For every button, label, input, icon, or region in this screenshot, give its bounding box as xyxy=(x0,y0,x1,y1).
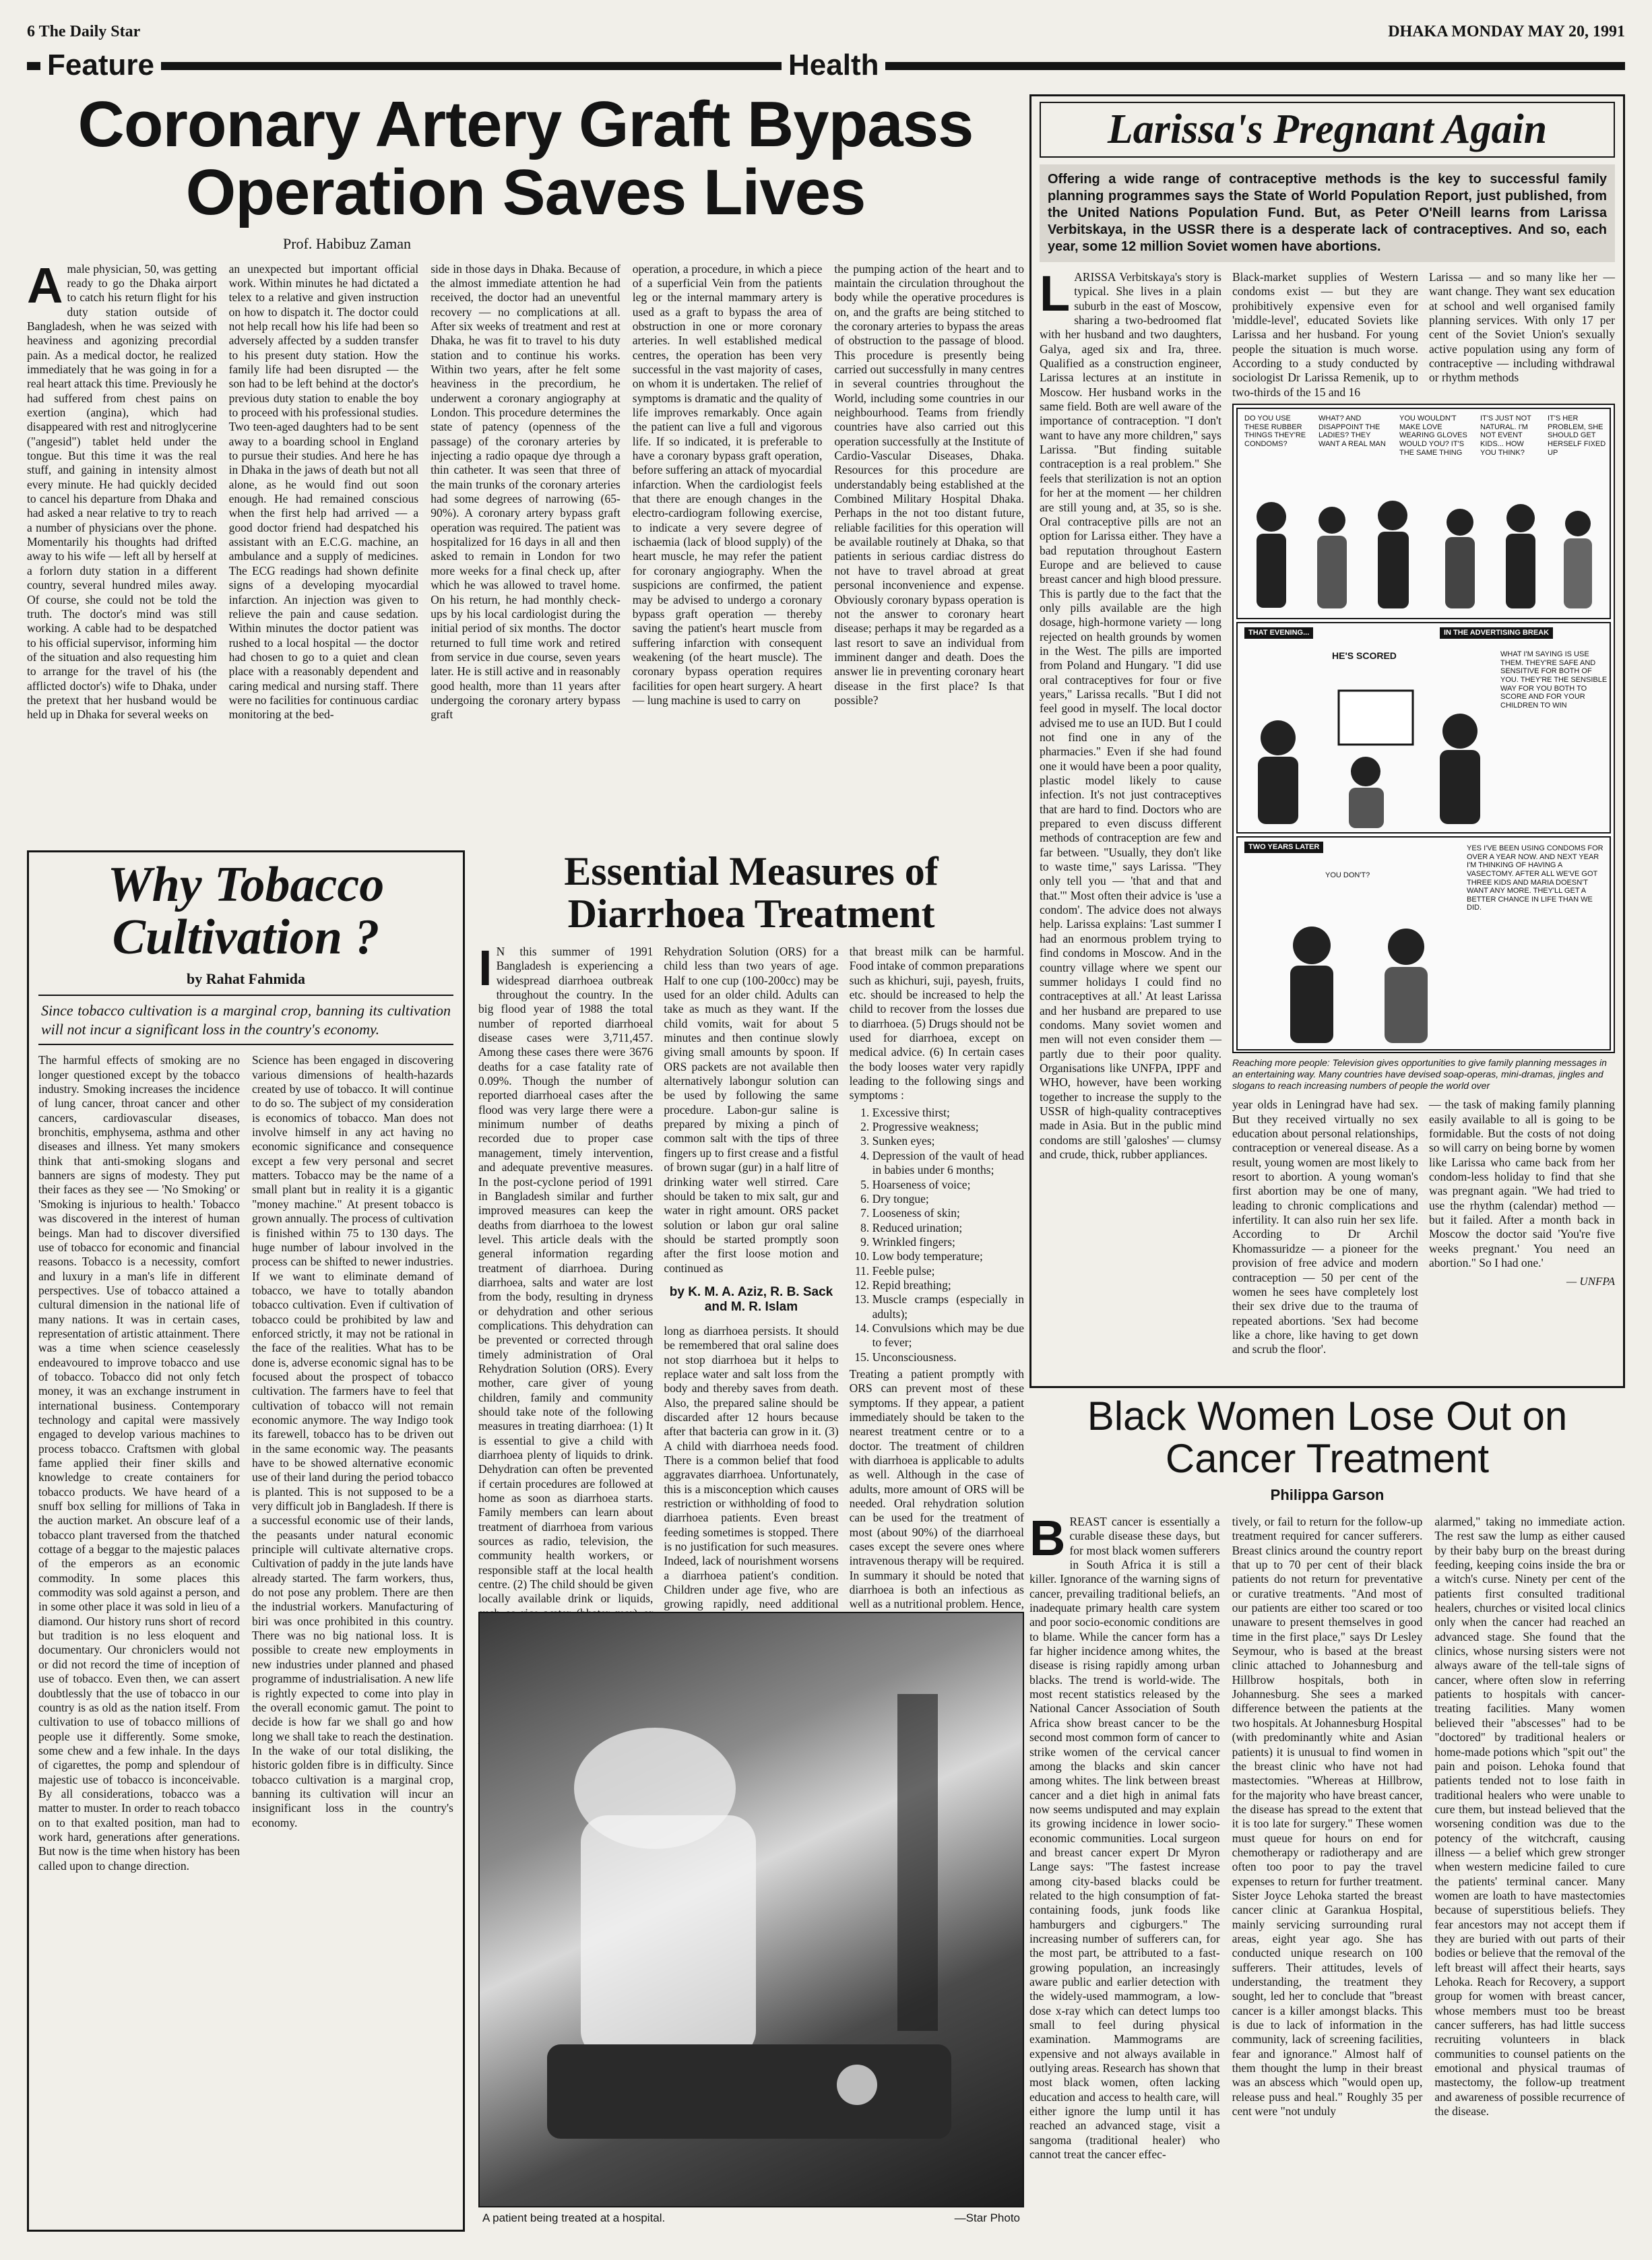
larissa-body xyxy=(1040,265,1615,1375)
cabg-col-4: operation, a procedure, in which a piece of a superficial Vein from the patients leg or the internal mammary artery is used as a graft to bypass the area of obstruction in one or more coronary arteries. In well established medical centres, the operation has been very successful in the vast majority of cases, on whom it is undertaken. The relief of symptoms is dramatic and the quality of life improves remarkably. Once again the patient can live a full and vigorous life. If so indicated, it is preferable to have a coronary bypass graft operation, before suffering an attack of myocardial infarction. When the cardiologist feels that there are enough changes in the electro-cardiogram following exercise, to indicate a very severe degree of ischaemia (lack of blood supply) of the heart muscle, he may refer the patient for coronary angiography. When the suspicions are confirmed, the patient may be advised to undergo a coronary bypass graft operation — thereby saving the patient's heart muscle from suffering infarction with consequent weakening (of the heart muscle). The coronary bypass operation requires facilities for open heart surgery. A heart — lung machine is used to carry on xyxy=(632,261,823,707)
tobacco-col-2: Science has been engaged in discovering various dimensions of health-hazards created by use of tobacco. It will continue to do so. The subject of my consideration is economics of tobacco. Man does not involve himself in any act having no economic significance and consequence except a few very personal and secret matters. Tobacco may be the name of a small plant but in reality it is a gigantic "money machine." At present tobacco is grown annually. The process of cultivation is finished within 75 to 130 days. The huge number of labour involved in the process can be shifted to newer industries. If we want to eliminate demand of tobacco, we have to totally abandon tobacco cultivation. Even if cultivation of tobacco could be prohibited by law and enforced strictly, it may not be rational in the face of the realities. What has to be done is, adverse economic signal has to be focused about the prospect of tobacco cultivation. The farmers have to feel that cultivation of tobacco will not remain economic anymore. The way Indigo took its farewell, tobacco has to be driven out in the same economic way. The peasants have to be showed alternative economic use of their land during the period tobacco is planted. This is not supposed to be a very difficult job in Bangladesh. If there is a successful economic use of their lands, the peasants under natural economic principle will cultivate alternative crops. Cultivation of paddy in the jute lands have already started. The farm workers, thus, do not pose any problem. There are then the industrial workers. Manufacturing of biri was once prohibited in this country. There was no big national loss. It is possible to create new employments in new industries under planned and phased programme of industrialisation. A new life is rightly expected to come into play in the overall economic gamut. The point to decide is how far we shall go and how long we shall take to reach the destination. In the wake of our total disliking, the historic golden fibre is in difficulty. Since tobacco cultivation is a marginal crop, banning its cultivation will incur an insignificant loss in the country's economy. xyxy=(252,1053,453,1829)
larissa-col-2a: Black-market supplies of Western condoms exist — but they are prohibitively expensive even for 'middle-level', educated Soviets like Larissa and her husband. For young people the situation is much worse. According to a study conducted by sociologist Dr Larissa Remenik, up to two-thirds of the 15 and 16 xyxy=(1232,270,1418,399)
photo-credit: —Star Photo xyxy=(954,2211,1020,2224)
diarrhoea-col-2b: long as diarrhoea persists. It should be remembered that oral saline does not stop diarrhoea but it helps to replace water and salt loss from the body and thereby saves from death. Also, the prepared saline should be discarded after 12 hours because after that bacteria can grow in it. (3) A child with diarrhoea needs food. There is a common belief that food aggravates diarrhoea. Unfortunately, this is a misconception which causes restriction or withholding of food to diarrhoea patients. Even breast feeding sometimes is stopped. There is no justification for such measures. Indeed, lack of nourishment worsens a diarrhoea patient's condition. Children under age five, who are growing rapidly, need additional xyxy=(664,1323,839,1611)
symptom-item: 13. Muscle cramps (especially in adults); xyxy=(872,1292,1024,1321)
larissa-col-1: LARISSA Verbitskaya's story is typical. She lives in a plain suburb in the east of Moscow, sharing a two-bedroomed flat with her husband and two daughters, Galya, aged six and Ira, three. Qualified as a construction engineer, Larissa lectures at an institute in Moscow. Her husband works in the same field. Both are well aware of the importance of contraception. "I don't want to have any more children," says Larissa. "But finding suitable contraception is a real problem." She feels that sterilization is not an option for her at the moment — her children are still young and, at 35, so is she. Oral contraceptive pills are not an option for Larissa either. They have a bad reputation throughout Eastern Europe and are believed to cause breast cancer and high blood pressure. This is partly due to the fact that the only pills available are the high dosage, high-hormone variety — long rejected on health grounds by women in the West. The pills are imported from Poland and Hungary. "I did use oral contraceptives for four or five years," Larissa recalls. "But I did not feel good in myself. The local doctor advised me to use an IUD. But I could not find one in any of the pharmacies." Even if she had found one it would have been a poor quality, plastic model likely to cause infection. It's not just contraceptives that are hard to find. Doctors who are prepared to even discuss different methods of contraception are few and far between. "Usually, they don't like to waste time," says Larissa. "They only tell you — 'that and that and that.'" Most often their advice is 'use a condom'. The advice does not always help. Larissa explains: 'Last summer I had an enormous problem trying to find condoms in Moscow. And in the country village where we spent our summer holidays I could find no contraceptives at all.' At least Larissa and her husband are prepared to use condoms. Many soviet women and men will not even consider them — partly due to their poor quality. Organisations like UNFPA, IPPF and WHO, however, have been working together to increase the supply to the USSR of high-quality contraceptives made in Asia. But in the public mind condoms are still 'galoshes' — clumsy and crude, thick, rubber appliances. xyxy=(1040,265,1221,1161)
article-black-women xyxy=(1029,1395,1625,2237)
black-women-headline-2: Cancer Treatment xyxy=(1165,1436,1490,1481)
larissa-dropcap: L xyxy=(1040,265,1071,321)
symptom-item: 12. Repid breathing; xyxy=(872,1278,1024,1292)
page-number-paper: 6 The Daily Star xyxy=(27,23,141,40)
black-women-col-1: BREAST cancer is essentially a curable disease these days, but for most black women sufferers in South Africa it is still a killer. Ignorance of the warning signs of cancer, prevailing traditional beliefs, an inadequate primary health care system and poor socio-economic conditions are to blame. While the cancer form has a far higher incidence among whites, the disease is rising rapidly among urban blacks. The trend is world-wide. The most recent statistics released by the National Cancer Association of South Africa show breast cancer to be the second most common form of cancer to strike women of the cervical cancer among the blacks and skin cancer among whites. The link between breast cancer and a diet high in animal fats now seems undisputed and may explain its growing incidence in lower socio-economic communities. Local surgeon and breast cancer expert Dr Myron Lange says: "The fastest increase among city-based blacks could be related to the high consumption of fat-containing foods, junk foods like hamburgers and cigburgers." The increasing number of sufferers can, for the most part, be attributed to a fast-growing population, an increasingly aware public and earlier detection with the widely-used mammogram, a low-dose x-ray which can detect lumps too small to feel during physical examination. Mammograms are expensive and not always available in outlying areas. Research has shown that most black women, often lacking education and access to health care, will either ignore the lump until it has reached an advanced stage, visit a sangoma (traditional healer) who cannot treat the cancer effec- xyxy=(1029,1510,1220,2162)
symptom-item: 15. Unconsciousness. xyxy=(872,1350,1024,1364)
black-women-columns xyxy=(1029,1510,1626,2229)
cabg-col-3: side in those days in Dhaka. Because of the almost immediate attention he had received, the doctor had an uneventful recovery — no complications at all. After six weeks of treatment and rest at Dhaka, he was fit to travel to his duty station and to continue his works. Within two years, after he felt some heaviness in the precordium, he underwent a coronary angiography at London. This procedure determines the state of patency (openness of the passage) of the coronary arteries by injecting a radio opaque dye through a thin catheter. It was seen that three of the main trunks of the coronary arteries had some degrees of narrowing (65-90%). A coronary artery bypass graft operation was required. The patient was hospitalized for 16 days in all and then asked to remain in London for two more weeks for a final check up, after which he was allowed to travel home. On his return, he had monthly check-ups by his local cardiologist during the initial period of six months. The doctor returned to full time work and retired from service in due course, seven years later. He is still active and in reasonably good health, more than 11 years after undergoing the coronary artery bypass graft xyxy=(431,261,621,722)
section-label-health: Health xyxy=(782,50,885,81)
cabg-dropcap: A xyxy=(27,257,63,313)
article-cabg xyxy=(27,88,1024,842)
comic-panel-3: TWO YEARS LATER YOU DON'T? YES I'VE BEEN USING CONDOMS FOR OVER A YEAR NOW. AND NEXT YEAR I'M THINKING OF HAVING A VASECTOMY. AFTER ALL WE'VE GOT THREE KIDS AND MARIA DOESN'T WANT ANY MORE. THEY'LL GET A BETTER CHANCE IN LIFE THAN WE DID. xyxy=(1236,836,1611,1050)
diarrhoea-headline-1: Essential Measures of xyxy=(564,849,939,893)
symptom-item: 11. Feeble pulse; xyxy=(872,1264,1024,1278)
larissa-credit: — UNFPA xyxy=(1566,1274,1615,1288)
larissa-right xyxy=(1232,270,1615,1375)
symptom-item: 2. Progressive weakness; xyxy=(872,1120,1024,1134)
comic-panel-2: THAT EVENING... IN THE ADVERTISING BREAK HE'S SCORED WHAT I'M SAYING IS USE THEM. THEY'RE SAFE AND SENSITIVE FOR BOTH OF YOU. THEY'RE THE SENSIBLE WAY FOR YOU BOTH TO SCORE AND FOR YOUR CHILDREN TO WIN xyxy=(1236,622,1611,834)
tobacco-byline: by Rahat Fahmida xyxy=(186,970,306,988)
article-diarrhoea xyxy=(478,850,1024,2238)
symptom-item: 6. Dry tongue; xyxy=(872,1192,1024,1206)
diarrhoea-byline: by K. M. A. Aziz, R. B. Sack and M. R. Islam xyxy=(669,1284,833,1314)
diarrhoea-headline-2: Diarrhoea Treatment xyxy=(567,891,935,936)
comic-panel-1: DO YOU USE THESE RUBBER THINGS THEY'RE CONDOMS? WHAT? AND DISAPPOINT THE LADIES? THEY WANT A REAL MAN YOU WOULDN'T MAKE LOVE WEARING GLOVES WOULD YOU? IT'S THE SAME THING IT'S JUST NOT NATURAL. I'M NOT EVENT KIDS... HOW YOU THINK? IT'S HER PROBLEM, SHE SHOULD GET HERSELF FIXED UP xyxy=(1236,408,1611,619)
tobacco-headline-2: Cultivation ? xyxy=(112,909,380,965)
masthead xyxy=(27,19,1625,46)
hospital-photo xyxy=(478,1612,1024,2207)
comic-strip xyxy=(1232,404,1615,1053)
comic-panel-2-figures xyxy=(1238,677,1615,829)
larissa-headline: Larissa's Pregnant Again xyxy=(1040,102,1615,158)
tobacco-columns xyxy=(38,1053,453,2172)
larissa-col-2b: year olds in Leningrad have had sex. But they received virtually no sex education about personal relationships, contraception or venereal disease. As a result, young women are most likely to resort to abortion. A young woman's first abortion may be one of many, leading to chronic complications and infertility. It can also ruin her sex life. According to Dr Archil Khomassuridze — a pioneer for the provision of free advice and modern contraception — 50 per cent of the women he sees have completely lost their sex drive due to the trauma of repeated abortions. 'Sex had become like a chore, like having to get down and scrub the floor'. xyxy=(1232,1098,1418,1356)
hospital-photo-image xyxy=(480,1613,1023,2203)
symptom-item: 14. Convulsions which may be due to fever; xyxy=(872,1321,1024,1350)
cabg-byline: Prof. Habibuz Zaman xyxy=(283,234,411,252)
cabg-col-2: an unexpected but important official work. Within minutes he had dictated a telex to a relative and given instruction on how to dispatch it. The doctor could not help recall how his life had been so adversely affected by a sudden transfer to his present duty station. How the family life had been disrupted — the son had to be left behind at the doctor's previous duty station to enable the boy to proceed with his professional studies. Two teen-aged daughters had to be sent away to a boarding school in England to pursue their studies. And here he has in Dhaka in the jaws of death but not all alone, as he would find out soon enough. He had remained conscious when the first help had arrived — a good doctor friend had despatched his assistant with an E.C.G. machine, an ambulance and a supply of medicines. The ECG readings had shown definite signs of a developing myocardial infarction. An injection was given to relieve the pain and cause sedation. Within minutes the doctor patient was rushed to a local hospital — the doctor had chosen to go to a quiet and clean place with a reasonably dependent and caring medical and nursing staff. There were no facilities for continuous cardiac monitoring at the bed- xyxy=(228,261,419,722)
symptom-item: 3. Sunken eyes; xyxy=(872,1134,1024,1148)
symptom-list xyxy=(850,1106,1024,1364)
cabg-columns xyxy=(27,257,1024,828)
diarrhoea-col-3: that breast milk can be harmful. Food intake of common preparations such as khichuri, suji, payesh, fruits, etc. should be increased to help the child to recover from the losses due to diarrhoea. (5) Drugs should not be used for diarrhoea, except on medical advice. (6) In certain cases the body looses water very rapidly leading to the following sings and symptoms : xyxy=(849,945,1024,1102)
article-larissa xyxy=(1029,94,1625,1388)
symptom-item: 5. Hoarseness of voice; xyxy=(872,1178,1024,1192)
black-women-dropcap: B xyxy=(1029,1510,1066,1566)
larissa-col-3b: — the task of making family planning easily available to all is going to be formidable. But the costs of not doing so will carry on being borne by women like Larissa who came back from her condom-less holiday to find that she was pregnant again. "We had tried to use the rhythm (calendar) method — but it failed. After a month back in Moscow the doctor said 'You're five weeks pregnant.' You need an abortion." So I had one.' xyxy=(1429,1098,1615,1270)
diarrhoea-columns-top xyxy=(478,940,1024,1659)
comic-panel-3-figures xyxy=(1238,905,1615,1046)
black-women-headline-1: Black Women Lose Out on xyxy=(1087,1393,1568,1439)
symptom-item: 4. Depression of the vault of head in babies under 6 months; xyxy=(872,1149,1024,1178)
diarrhoea-col-2: Rehydration Solution (ORS) for a child less than two years of age. Half to one cup (100-200cc) may be used for an older child. Adults can take as much as they want. If the child vomits, wait for about 5 minutes and then continue slowly giving small amounts by spoon. If ORS packets are not available then alternatively labongur solution can be used by following the same procedure. Labon-gur saline is prepared by mixing a pinch of common salt with the tips of three fingers up to first crease and a fistful of brown sugar (gur) in a half litre of drinking water well stirred. Care should be taken to mix salt, gur and water in right amount. ORS packet solution or labon gur oral saline should be started promptly soon after the first loose motion and continued as xyxy=(664,945,839,1275)
article-tobacco xyxy=(27,850,465,2232)
cabg-headline-2: Operation Saves Lives xyxy=(185,156,866,228)
tobacco-headline-1: Why Tobacco xyxy=(107,857,385,912)
symptom-item: 8. Reduced urination; xyxy=(872,1221,1024,1235)
photo-caption: A patient being treated at a hospital. xyxy=(482,2211,666,2224)
comic-caption: Reaching more people: Television gives opportunities to give family planning messages in an entertaining way. Many countries have devised soap-operas, mini-dramas, jingles and slogans to reach increasing numbers of people the world over xyxy=(1232,1057,1607,1091)
black-women-byline: Philippa Garson xyxy=(1270,1486,1385,1503)
diarrhoea-col-1: I N this summer of 1991 Bangladesh is experiencing a widespread diarrhoea outbreak throughout the country. In the big flood year of 1988 the total number of reported diarrhoeal disease cases were 3,711,457. Among these cases there were 3676 deaths for a case fatality rate of 0.09%. Though the number of reported diarrhoeal cases after the flood was very large there were a minimum number of deaths recorded due to proper case management, timely intervention, and adequate preventive measures. In the post-cyclone period of 1991 in Bangladesh similar and further improved measures can keep the deaths from diarrhoea to the lowest level. This article deals with the general information regarding treatment of diarrhoea. During diarrhoea, salts and water are lost from the body, resulting in dryness or dehydration and other serious complications. This dehydration can be prevented or corrected through timely administration of Oral Rehydration Solution (ORS). Every mother, care giver of young children, family and community should take note of the following measures in treating diarrhoea: (1) It is essential to give a child with diarrhoea plenty of liquids to drink. Dehydration can often be prevented if certain procedures are followed at home as soon as diarrhoea starts. Family members can learn about treatment of diarrhoea from various sources as radio, television, the community health workers, or responsible staff at the local health centre. (2) The child should be given locally available drink or liquids, xyxy=(478,940,654,1606)
cabg-col-5: the pumping action of the heart and to maintain the circulation throughout the body while the operative procedures is on, and the grafts are being stitched to the coronary arteries to bypass the areas of obstruction to the passage of blood. This procedure is presently being carried out successfully in many centres in several countries throughout the World, including some countries in our neighbourhood. Teams from friendly countries have also carried out this operation successfully at the Institute of Cardio-Vascular Diseases, Dhaka. Resources for this procedure are understandably being established at the Combined Military Hospital Dhaka. Perhaps in the not too distant future, reliable facilities for this operation will be available routinely at Dhaka, so that patients in serious cardiac distress do not have to travel abroad at great personal inconvenience and expense. Obviously coronary bypass operation is not the answer to coronary heart disease; perhaps it may be regarded as a last resort to save an individual from imminent danger and death. Does the answer lie in preventing coronary heart disease in the first place? Is that possible? xyxy=(834,261,1024,707)
larissa-lead: Offering a wide range of contraceptive methods is the key to successful family planning programmes says the State of World Population Report, just published, from the United Nations Population Fund. But, as Peter O'Neill learns from Larissa Verbitskaya, in the USSR there is a desperate lack of contraceptives. And so, each year, some 12 million Soviet women have abortions. xyxy=(1040,164,1615,262)
symptom-item: 7. Looseness of skin; xyxy=(872,1206,1024,1220)
symptom-item: 1. Excessive thirst; xyxy=(872,1106,1024,1120)
section-bar xyxy=(27,50,1625,81)
comic-panel-1-figures xyxy=(1238,490,1615,615)
symptom-item: 9. Wrinkled fingers; xyxy=(872,1235,1024,1249)
black-women-col-3: alarmed," taking no immediate action. The rest saw the lump as either caused by their baby burp on the breast during feeding, keeping coins inside the bra or a witch's curse. Ninety per cent of the patients first consulted traditional healers, churches or visited local clinics only when the cancer had reached an advanced stage. She found that the clinics, whose nursing sisters were not always aware of the tell-tale signs of cancer, where often slow in referring patients to hospitals with cancer-treating facilities. Many women believed their "abscesses" had to be "doctored" by traditional healers or home-made potions which "spit out" the pain and poison. Lehoka found that patients tended not to lose faith in traditional healers who were unable to cure them, but instead believed that the worsening condition was due to the potency of the witchcraft, causing illness — a belief which grew stronger when western medicine failed to cure the patients' terminal cancer. Many women are loath to have mastectomies because of superstitious beliefs. They fear ancestors may not accept them if they are buried with out parts of their bodies or believe that the removal of the left breast will affect their hearts, says Lehoka. Reach for Recovery, a support group for women with breast cancer, whose members must too be breast cancer sufferers, has had little success recruiting volunteers in black communities to counsel patients on the emotional and physical traumas of mastectomy, the follow-up treatment and awareness of possible recurrence of the disease. xyxy=(1434,1515,1626,2118)
dateline: DHAKA MONDAY MAY 20, 1991 xyxy=(1388,23,1625,40)
cabg-col-1: Amale physician, 50, was getting ready to go the Dhaka airport to catch his return flight for his duty station outside of Bangladesh, when he was seized with heaviness and agonizing precordial pain. As a medical doctor, he realized immediately that he was going in for a real heart attack this time. Previously he had suffered from chest pains on exertion (angina), which had disappeared with rest and nitroglycerine ("angesid") tablet held under the tongue. But this time it was the real stuff, and gaining in intensity almost every minute. He had quickly decided to cancel his departure from Dhaka and had asked a near relative to try to reach a number of physicians over the phone. Momentarily his thoughts had drifted away to his wife — left all by herself at a forlorn duty station in a different country, several hundred miles away. Of course, she could not be told the truth. The doctor's mind was still working. A cable had to be despatched to his official supervisor, informing him of the situation and also requesting him to arrange for the travel of his (the afflicted doctor's) wife to Dhaka, under the pretext that her husband would be held up in Dhaka for several weeks on xyxy=(27,257,217,722)
tobacco-summary: Since tobacco cultivation is a marginal crop, banning its cultivation will not incur a significant loss in the country's economy. xyxy=(38,995,453,1045)
cabg-headline-1: Coronary Artery Graft Bypass xyxy=(77,88,974,160)
black-women-col-2: tively, or fail to return for the follow-up treatment required for cancer sufferers. Breast clinics around the country report that up to 70 per cent of their black patients do not return for preventative or curative treatments. "And most of our patients are either too scared or too unaware to present themselves in good time in the first place," says Dr Lesley Seymour, who is based at the breast clinic attached to Johannesburg and Hillbrow hospitals, both in Johannesburg. She sees a marked difference between the patients at the two hospitals. At Johannesburg Hospital (with predominantly white and Asian patients) it is unusual to find women in the breast clinic who have not had mastectomies. "Whereas at Hillbrow, for the majority who have breast cancer, the disease has spread to the extent that it is too late for surgery." These women must queue for hours on end for chemotherapy or radiotherapy and are often too poor to pay the travel expenses to return for further treatment. Sister Joyce Lehoka started the breast cancer clinic at Garankua Hospital, mainly servicing surrounding rural areas, eight year ago. She has conducted unique research on 100 sufferers. Their attitudes, levels of understanding, the treatment they sought, led her to conclude that "breast cancer is a killer amongst blacks. This is due to lack of information in the community, lack of screening facilities, fear and ignorance." Almost half of them thought the lump in their breast was an abscess which "would open up, release puss and heal." Roughly 35 per cent were "not unduly xyxy=(1232,1515,1423,2118)
section-label-feature: Feature xyxy=(40,50,161,81)
symptom-item: 10. Low body temperature; xyxy=(872,1249,1024,1263)
diarrhoea-col-3b: Treating a patient promptly with ORS can prevent most of these symptoms. If they appear, a patient immediately should be taken to the nearest treatment centre or to a doctor. The treatment of children with diarrhoea is applicable to adults as well. Although in the case of adults, more amount of ORS will be needed. Oral rehydration solution can be used for the treatment of most (about 90%) of the diarrhoeal cases except the severe ones where intravenous therapy will be required. In summary it should be noted that diarrhoea is both an infectious as well as a nutritional problem. Hence, xyxy=(849,1367,1024,1611)
tobacco-col-1: The harmful effects of smoking are no longer questioned except by the tobacco industry. Smoking increases the incidence of lung cancer, throat cancer and other cancers, cardiovascular diseases, bronchitis, emphysema, asthma and other diseases and illness. Yet many smokers think that anti-smoking slogans and banners are signs of modesty. They put their faces as they see — 'No Smoking' or 'Smoking is injurious to health.' Tobacco was discovered in the interest of human beings. Man had to discover diversified use of tobacco for economic and financial reasons. Tobacco is a necessity, comfort and luxury in a man's life in different perspectives. Use of tobacco attained a cultural dimension in the national life of many nations. It was in certain cases, representation of artistic attainment. There was a time when science ceaselessly endeavoured to improve tobacco and use of tobacco. Tobacco did not only fetch money, it was an exchange instrument in international business. Contemporary technology and capital were massively engaged to develop various machines to process tobacco. Craftsmen with global fame applied their finer skills and knowledge to create containers for tobacco products. We have heard of a snuff box selling for millions of Taka in the auction market. An obscure leaf of a tobacco plant traversed from the thatched cottage of a beggar to the majestic palaces of the emperors as an economic commodity. In some places this commodity was sold against a person, and in some other place it was sold in lieu of a diamond. Our history runs short of record but tradition is no less eloquent and documentary. Our chroniclers would not or did not record the time of inception of use of tobacco. Even then, we can assert doubtlessly that the use of tobacco in our country is as old as the nation itself. From cultivation to use of tobacco millions of people use it differently. Some smoke, some chew and a few inhale. In the days of cigarettes, the pomp and splendour of majestic use of tobacco is inconceivable. By all considerations, tobacco was a matter to muster. In order to reach tobacco on to that exalted position, man had to work hard, generations after generations. But now is the time when history has been called upon to change direction. xyxy=(38,1053,240,1873)
larissa-col-3a: Larissa — and so many like her — want change. They want sex education at school and well organised family planning services. With only 17 per cent of the Soviet Union's sexually active population using any form of contraceptive — including withdrawal or rhythm methods xyxy=(1429,270,1615,385)
diarrhoea-dropcap: I xyxy=(478,940,493,996)
